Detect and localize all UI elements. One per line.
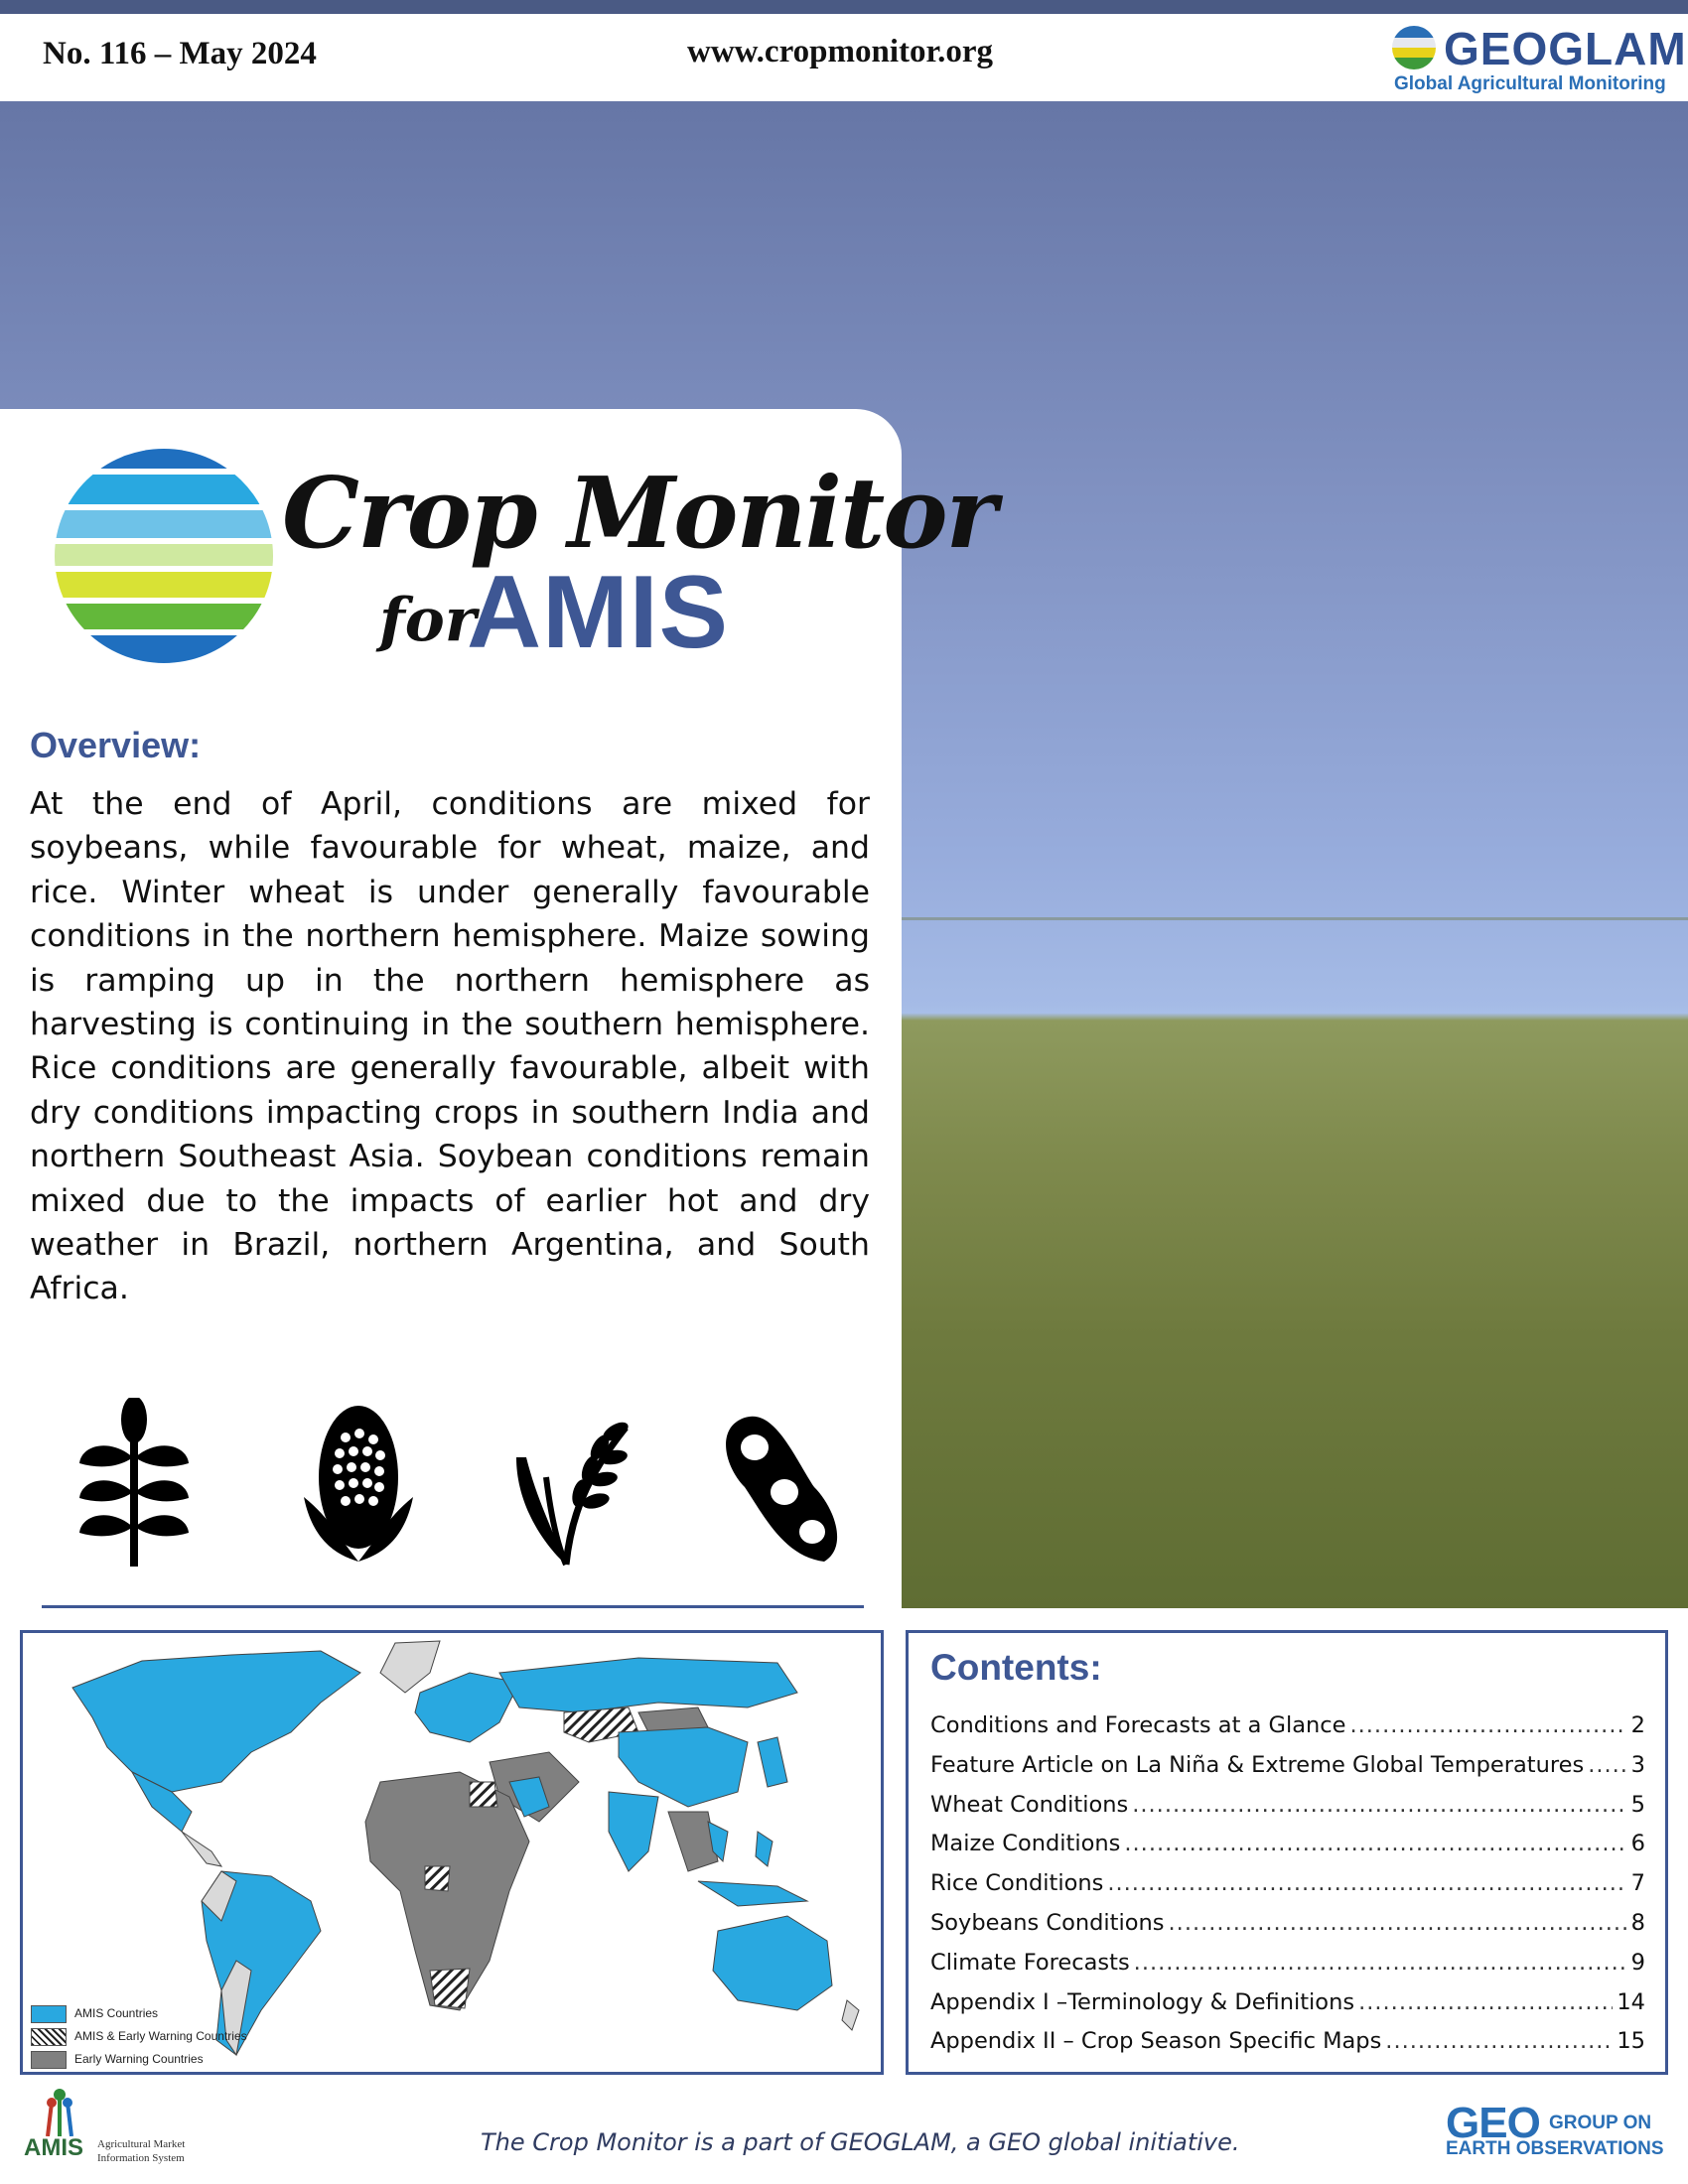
geo-wordmark: GEO bbox=[1446, 2099, 1540, 2147]
contents-item[interactable] bbox=[930, 2028, 1645, 2068]
overview-heading: Overview: bbox=[30, 725, 202, 765]
contents-leader-dots bbox=[1358, 1989, 1613, 2015]
contents-item-label: Appendix I –Terminology & Definitions bbox=[930, 1988, 1355, 2015]
footer-note: The Crop Monitor is a part of GEOGLAM, a GEO global initiative. bbox=[481, 2128, 1240, 2156]
amis-wordmark: AMIS bbox=[24, 2134, 83, 2161]
contents-item-page: 8 bbox=[1630, 1909, 1645, 1936]
contents-item-page: 9 bbox=[1630, 1949, 1645, 1976]
geoglam-globe-icon bbox=[1388, 22, 1440, 73]
section-divider bbox=[42, 1605, 864, 1608]
geo-subline-2: EARTH OBSERVATIONS bbox=[1446, 2138, 1664, 2159]
amis-world-map bbox=[20, 1630, 884, 2075]
contents-leader-dots bbox=[1132, 1792, 1626, 1818]
contents-item-label: Climate Forecasts bbox=[930, 1949, 1130, 1976]
contents-item[interactable] bbox=[930, 1989, 1645, 2029]
geoglam-tagline: Global Agricultural Monitoring bbox=[1394, 73, 1666, 94]
contents-item-page: 14 bbox=[1617, 1988, 1645, 2015]
contents-item-page: 3 bbox=[1630, 1751, 1645, 1778]
contents-leader-dots bbox=[1124, 1831, 1626, 1856]
page-header bbox=[0, 14, 1688, 101]
legend-label: AMIS & Early Warning Countries bbox=[74, 2029, 247, 2043]
contents-leader-dots bbox=[1349, 1712, 1626, 1738]
contents-item[interactable] bbox=[930, 1712, 1645, 1752]
wheat-icon bbox=[60, 1398, 209, 1567]
legend-swatch-hatched bbox=[31, 2028, 67, 2046]
contents-leader-dots bbox=[1588, 1752, 1626, 1778]
website-link[interactable]: www.cropmonitor.org bbox=[687, 34, 993, 69]
amis-subline-1: Agricultural Market bbox=[97, 2138, 186, 2150]
amis-logo bbox=[24, 2087, 203, 2170]
contents-heading: Contents: bbox=[930, 1647, 1102, 1688]
legend-label: AMIS Countries bbox=[74, 2006, 159, 2020]
contents-item-page: 5 bbox=[1630, 1791, 1645, 1818]
contents-item-label: Maize Conditions bbox=[930, 1831, 1121, 1857]
contents-item-label: Conditions and Forecasts at a Glance bbox=[930, 1712, 1346, 1738]
contents-item[interactable] bbox=[930, 1910, 1645, 1950]
amis-wheat-icon bbox=[30, 2087, 89, 2136]
contents-item-label: Appendix II – Crop Season Specific Maps bbox=[930, 2028, 1382, 2055]
contents-item[interactable] bbox=[930, 1792, 1645, 1832]
contents-list bbox=[930, 1712, 1645, 2068]
contents-item-label: Wheat Conditions bbox=[930, 1791, 1129, 1818]
crop-monitor-globe-icon bbox=[52, 447, 276, 665]
legend-swatch-ew bbox=[31, 2051, 67, 2069]
contents-leader-dots bbox=[1134, 1950, 1627, 1976]
legend-swatch-amis bbox=[31, 2005, 67, 2023]
issue-number: No. 116 – May 2024 bbox=[43, 36, 317, 71]
contents-item[interactable] bbox=[930, 1950, 1645, 1989]
contents-item[interactable] bbox=[930, 1752, 1645, 1792]
contents-leader-dots bbox=[1169, 1910, 1627, 1936]
contents-item[interactable] bbox=[930, 1870, 1645, 1910]
contents-item[interactable] bbox=[930, 1831, 1645, 1870]
brand-title-amis: AMIS bbox=[467, 555, 729, 670]
contents-leader-dots bbox=[1107, 1870, 1626, 1896]
contents-item-label: Rice Conditions bbox=[930, 1870, 1104, 1897]
contents-item-page: 6 bbox=[1630, 1831, 1645, 1857]
overview-paragraph: At the end of April, conditions are mixed for soybeans, while favourable for wheat, maize, and rice. Winter wheat is under generally favourable conditions in the northern hemisphere. Maize sowing is ramping up in the northern hemisphere as harvesting is continuing in the southern hemisphere. Rice conditions are generally favourable, albeit with dry conditions impacting crops in southern India and northern Southeast Asia. Soybean conditions remain mixed due to the impacts of earlier hot and dry weather in Brazil, northern Argentina, and South Africa. bbox=[30, 786, 870, 1307]
rice-icon bbox=[496, 1398, 645, 1567]
geo-logo bbox=[1446, 2099, 1664, 2168]
maize-icon bbox=[284, 1398, 433, 1567]
contents-box bbox=[906, 1630, 1668, 2075]
geo-subline-1: GROUP ON bbox=[1549, 2113, 1652, 2133]
soybean-icon bbox=[705, 1398, 854, 1567]
geoglam-wordmark: GEOGLAM bbox=[1444, 23, 1687, 74]
amis-subline-2: Information System bbox=[97, 2152, 185, 2164]
contents-item-label: Soybeans Conditions bbox=[930, 1909, 1165, 1936]
legend-label: Early Warning Countries bbox=[74, 2052, 204, 2066]
crop-icon-row bbox=[30, 1398, 874, 1567]
contents-item-page: 15 bbox=[1617, 2028, 1645, 2055]
top-color-bar bbox=[0, 0, 1688, 14]
brand-title-crop-monitor: Crop Monitor bbox=[282, 457, 996, 571]
contents-item-page: 7 bbox=[1630, 1870, 1645, 1897]
brand-title-for: for bbox=[379, 586, 477, 655]
contents-leader-dots bbox=[1385, 2028, 1613, 2054]
contents-item-page: 2 bbox=[1630, 1712, 1645, 1738]
geoglam-logo bbox=[1388, 22, 1687, 97]
contents-item-label: Feature Article on La Niña & Extreme Global Temperatures bbox=[930, 1751, 1585, 1778]
